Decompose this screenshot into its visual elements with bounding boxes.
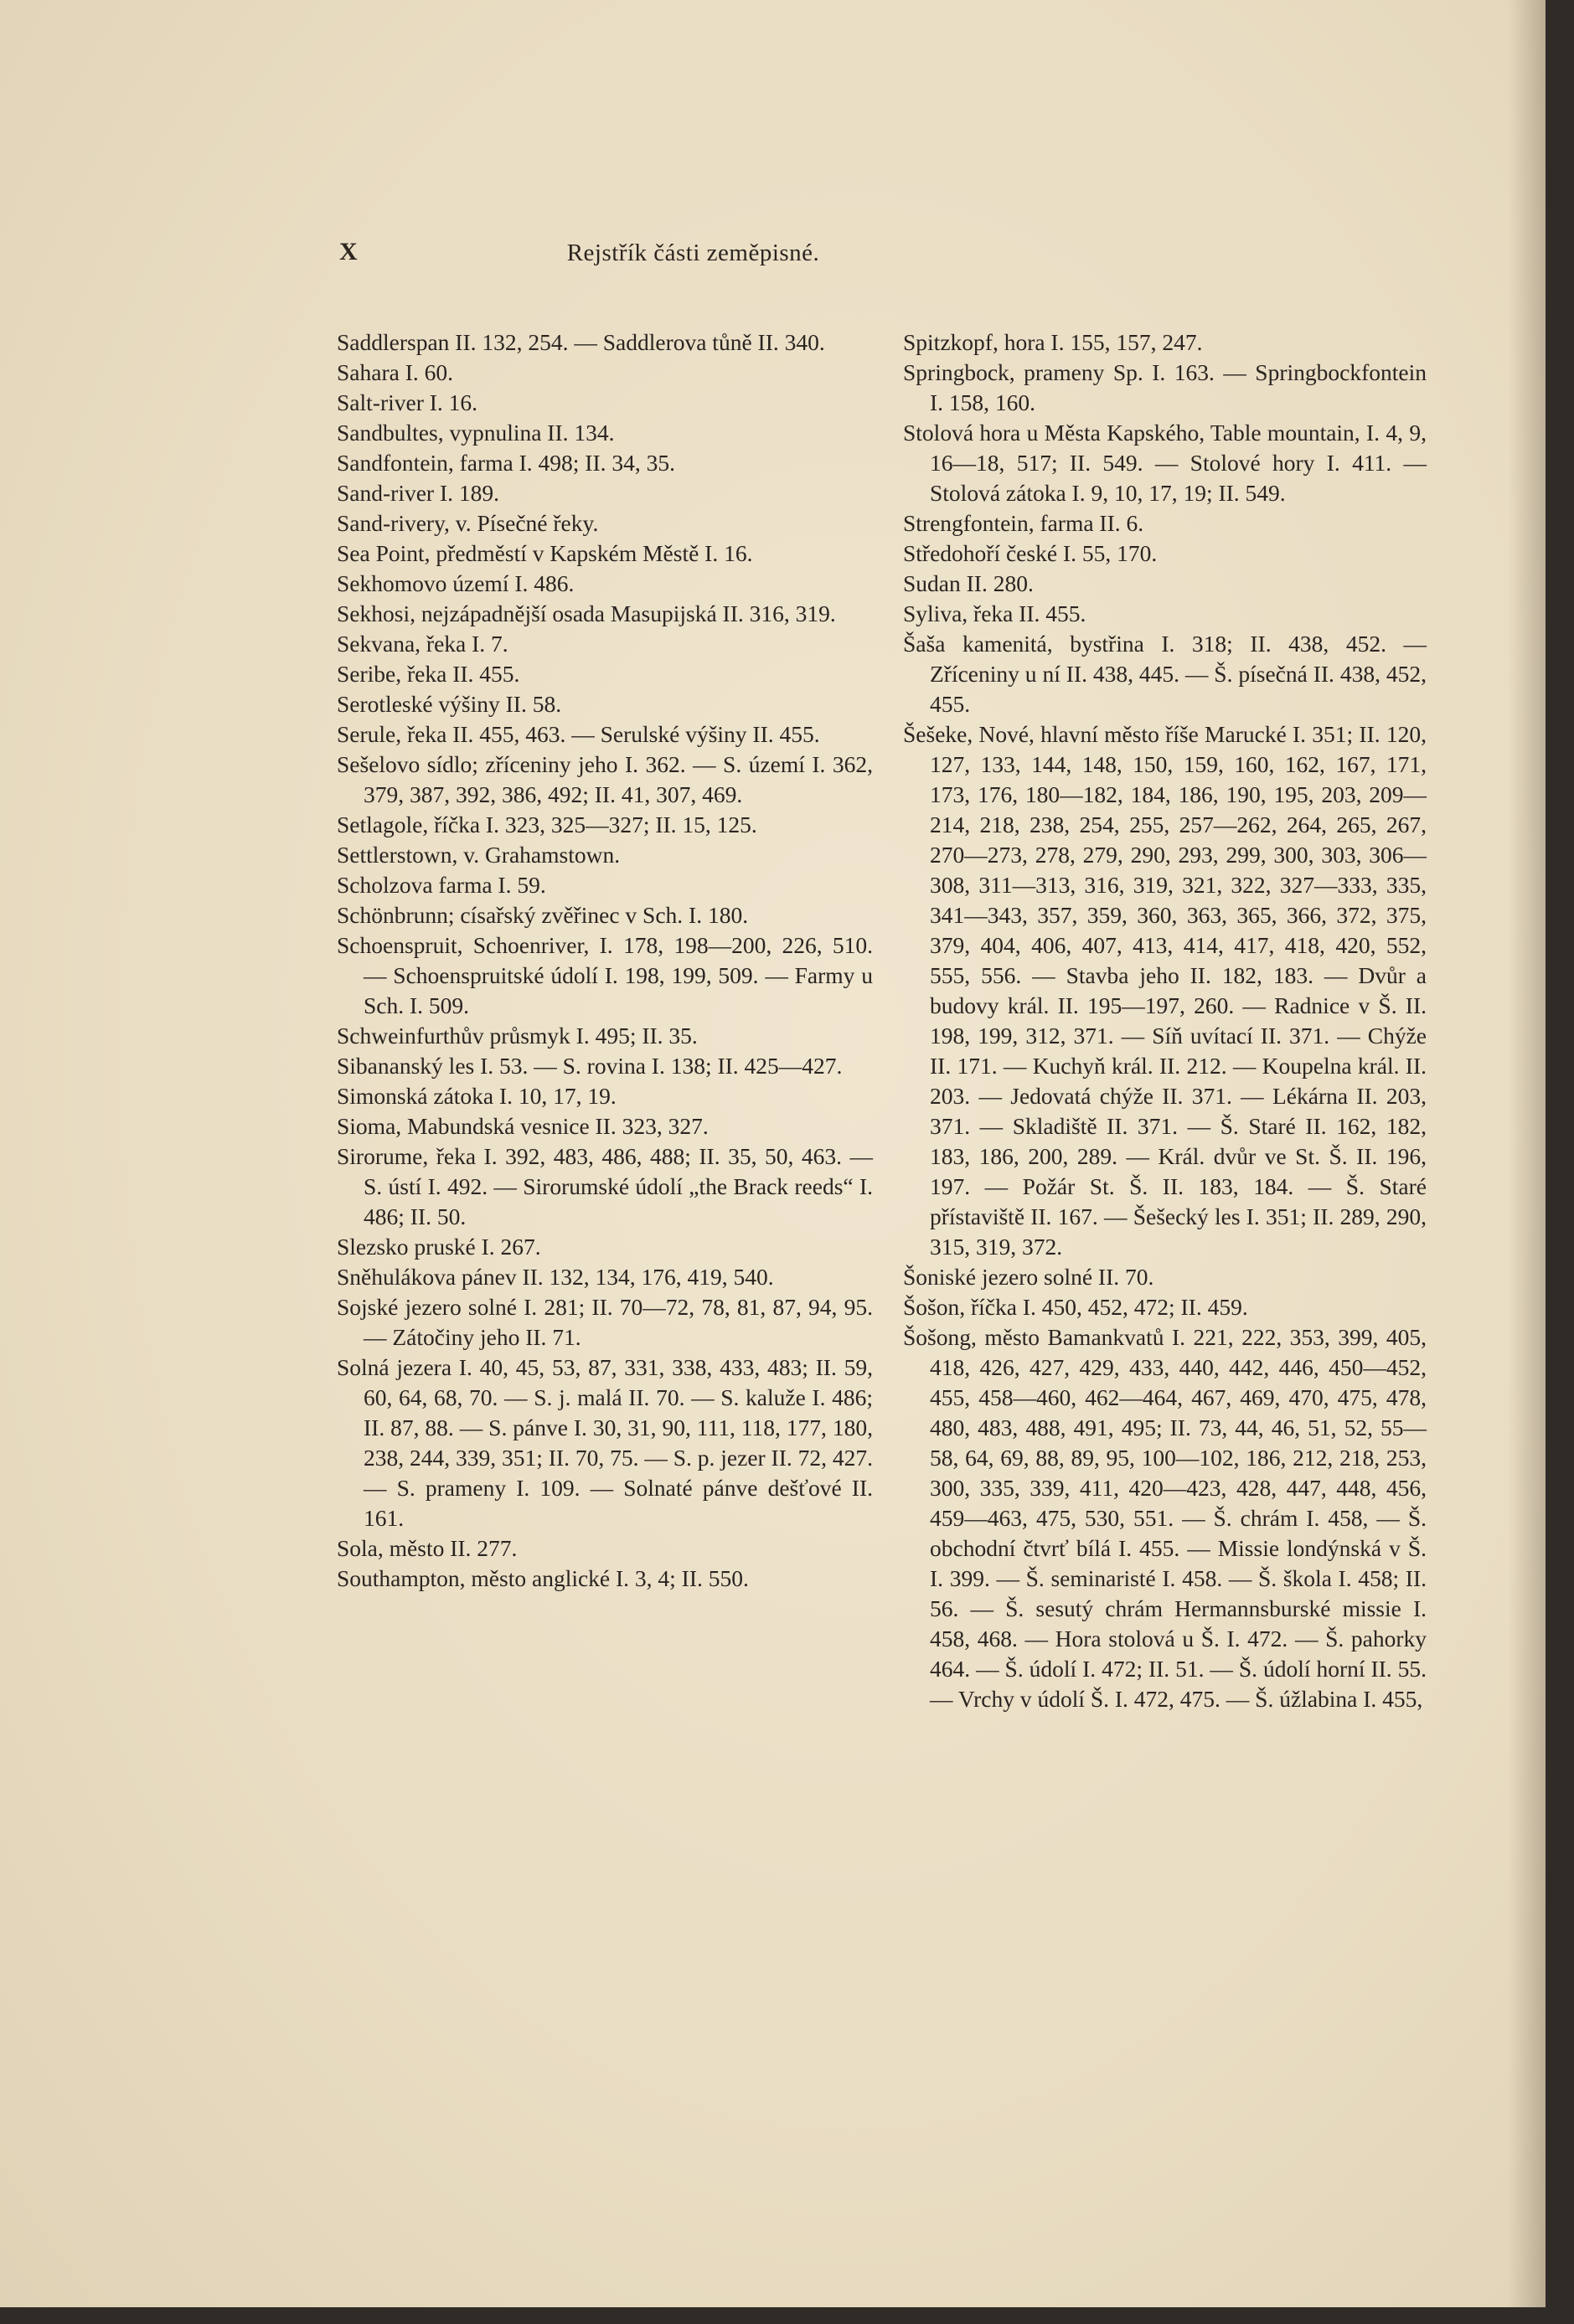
index-entry: Sekhomovo území I. 486.: [337, 570, 575, 596]
index-entry: Sandbultes, vypnulina II. 134.: [337, 420, 615, 446]
index-entry: Sekvana, řeka I. 7.: [337, 631, 508, 657]
index-entry: Spitzkopf, hora I. 155, 157, 247.: [903, 329, 1203, 355]
index-entry: Stolová hora u Města Kapského, Table mountain, I. 4, 9, 16—18, 517; II. 549. — Stolové hory I. 411. — Stolová zátoka I. 9, 10, 17, 19; II. 549.: [903, 420, 1427, 506]
index-entry: Sand-rivery, v. Písečné řeky.: [337, 510, 599, 536]
index-entry: Šoniské jezero solné II. 70.: [903, 1264, 1154, 1290]
index-entry: Springbock, prameny Sp. I. 163. — Springbockfontein I. 158, 160.: [903, 359, 1427, 415]
index-entry: Syliva, řeka II. 455.: [903, 600, 1086, 626]
index-column-left: [337, 327, 873, 1594]
index-entry: Seribe, řeka II. 455.: [337, 661, 520, 687]
index-entry: Solná jezera I. 40, 45, 53, 87, 331, 338, 433, 483; II. 59, 60, 64, 68, 70. — S. j. malá II. 70. — S. kaluže I. 486; II. 87, 88. — S. pánve I. 30, 31, 90, 111, 118, 177, 180, 238, 244, 339, 351; II. 70, 75. — S. p. jezer II. 72, 427. — S. prameny I. 109. — Solnaté pánve dešťové II. 161.: [337, 1354, 873, 1531]
running-header: [339, 238, 1047, 271]
index-entry: Serule, řeka II. 455, 463. — Serulské výšiny II. 455.: [337, 721, 820, 747]
index-entry: Šešeke, Nové, hlavní město říše Marucké I. 351; II. 120, 127, 133, 144, 148, 150, 159, 160, 162, 167, 171, 173, 176, 180—182, 184, 186, 190, 195, 203, 209—214, 218, 238, 254, 255, 257—262, 264, 265, 267, 270—273, 278, 279, 290, 293, 299, 300, 303, 306—308, 311—313, 316, 319, 321, 322, 327—333, 335, 341—343, 357, 359, 360, 363, 365, 366, 372, 375, 379, 404, 406, 407, 413, 414, 417, 418, 420, 552, 555, 556. — Stavba jeho II. 182, 183. — Dvůr a budovy král. II. 195—197, 260. — Radnice v Š. II. 198, 199, 312, 371. — Síň uvítací II. 371. — Chýže II. 171. — Kuchyň král. II. 212. — Koupelna král. II. 203. — Jedovatá chýže II. 371. — Lékárna II. 203, 371. — Skladiště II. 371. — Š. Staré II. 162, 182, 183, 186, 200, 289. — Král. dvůr ve St. Š. II. 196, 197. — Požár St. Š. II. 183, 184. — Š. Staré přístaviště II. 167. — Šešecký les I. 351; II. 289, 290, 315, 319, 372.: [903, 721, 1427, 1260]
index-entry: Sandfontein, farma I. 498; II. 34, 35.: [337, 450, 676, 476]
index-entry: Šošon, říčka I. 450, 452, 472; II. 459.: [903, 1294, 1248, 1320]
index-entry: Serotleské výšiny II. 58.: [337, 691, 562, 717]
index-entry: Sojské jezero solné I. 281; II. 70—72, 78, 81, 87, 94, 95. — Zátočiny jeho II. 71.: [337, 1294, 873, 1350]
index-entry: Schoenspruit, Schoenriver, I. 178, 198—200, 226, 510. — Schoenspruitské údolí I. 198, 199, 509. — Farmy u Sch. I. 509.: [337, 932, 873, 1018]
index-entry: Sudan II. 280.: [903, 570, 1034, 596]
page-edge-shadow: [1508, 0, 1546, 2307]
index-entry: Sioma, Mabundská vesnice II. 323, 327.: [337, 1113, 709, 1139]
index-entry: Sand-river I. 189.: [337, 480, 499, 506]
index-entry: Šošong, město Bamankvatů I. 221, 222, 353, 399, 405, 418, 426, 427, 429, 433, 440, 442, 446, 450—452, 455, 458—460, 462—464, 467, 469, 470, 475, 478, 480, 483, 488, 491, 495; II. 73, 44, 46, 51, 52, 55—58, 64, 69, 88, 89, 95, 100—102, 186, 212, 218, 253, 300, 335, 339, 411, 420—423, 428, 447, 448, 456, 459—463, 475, 530, 551. — Š. chrám I. 458, — Š. obchodní čtvrť bílá I. 455. — Missie londýnská v Š. I. 399. — Š. seminaristé I. 458. — Š. škola I. 458; II. 56. — Š. sesutý chrám Hermannsburské missie I. 458, 468. — Hora stolová u Š. I. 472. — Š. pahorky 464. — Š. údolí I. 472; II. 51. — Š. údolí horní II. 55. — Vrchy v údolí Š. I. 472, 475. — Š. úžlabina I. 455,: [903, 1324, 1427, 1712]
index-entry: Sibananský les I. 53. — S. rovina I. 138; II. 425—427.: [337, 1053, 843, 1079]
index-entry: Simonská zátoka I. 10, 17, 19.: [337, 1083, 617, 1109]
index-entry: Šaša kamenitá, bystřina I. 318; II. 438, 452. — Zříceniny u ní II. 438, 445. — Š. písečná II. 438, 452, 455.: [903, 631, 1427, 717]
index-entry: Saddlerspan II. 132, 254. — Saddlerova tůně II. 340.: [337, 329, 825, 355]
index-entry: Sola, město II. 277.: [337, 1535, 518, 1561]
index-entry: Sahara I. 60.: [337, 359, 453, 385]
index-entry: Settlerstown, v. Grahamstown.: [337, 842, 621, 868]
index-entry: Setlagole, říčka I. 323, 325—327; II. 15, 125.: [337, 812, 757, 837]
index-entry: Southampton, město anglické I. 3, 4; II. 550.: [337, 1565, 749, 1591]
index-entry: Strengfontein, farma II. 6.: [903, 510, 1144, 536]
index-entry: Salt-river I. 16.: [337, 389, 478, 415]
index-entry: Sekhosi, nejzápadnější osada Masupijská II. 316, 319.: [337, 600, 836, 626]
index-entry: Sirorume, řeka I. 392, 483, 486, 488; II. 35, 50, 463. — S. ústí I. 492. — Sirorumské údolí „the Brack reeds“ I. 486; II. 50.: [337, 1143, 873, 1229]
index-entry: Schönbrunn; císařský zvěřinec v Sch. I. 180.: [337, 902, 749, 928]
index-entry: Středohoří české I. 55, 170.: [903, 540, 1158, 566]
index-entry: Sněhulákova pánev II. 132, 134, 176, 419, 540.: [337, 1264, 774, 1290]
index-entry: Scholzova farma I. 59.: [337, 872, 546, 898]
page-number: X: [339, 238, 358, 265]
page-title: Rejstřík části zeměpisné.: [566, 240, 820, 266]
index-entry: Schweinfurthův průsmyk I. 495; II. 35.: [337, 1023, 698, 1049]
index-entry: Slezsko pruské I. 267.: [337, 1234, 541, 1260]
index-entry: Sea Point, předměstí v Kapském Městě I. 16.: [337, 540, 753, 566]
index-entry: Sešelovo sídlo; zříceniny jeho I. 362. — S. území I. 362, 379, 387, 392, 386, 492; II. 41, 307, 469.: [337, 751, 873, 807]
index-column-right: [903, 327, 1427, 1714]
